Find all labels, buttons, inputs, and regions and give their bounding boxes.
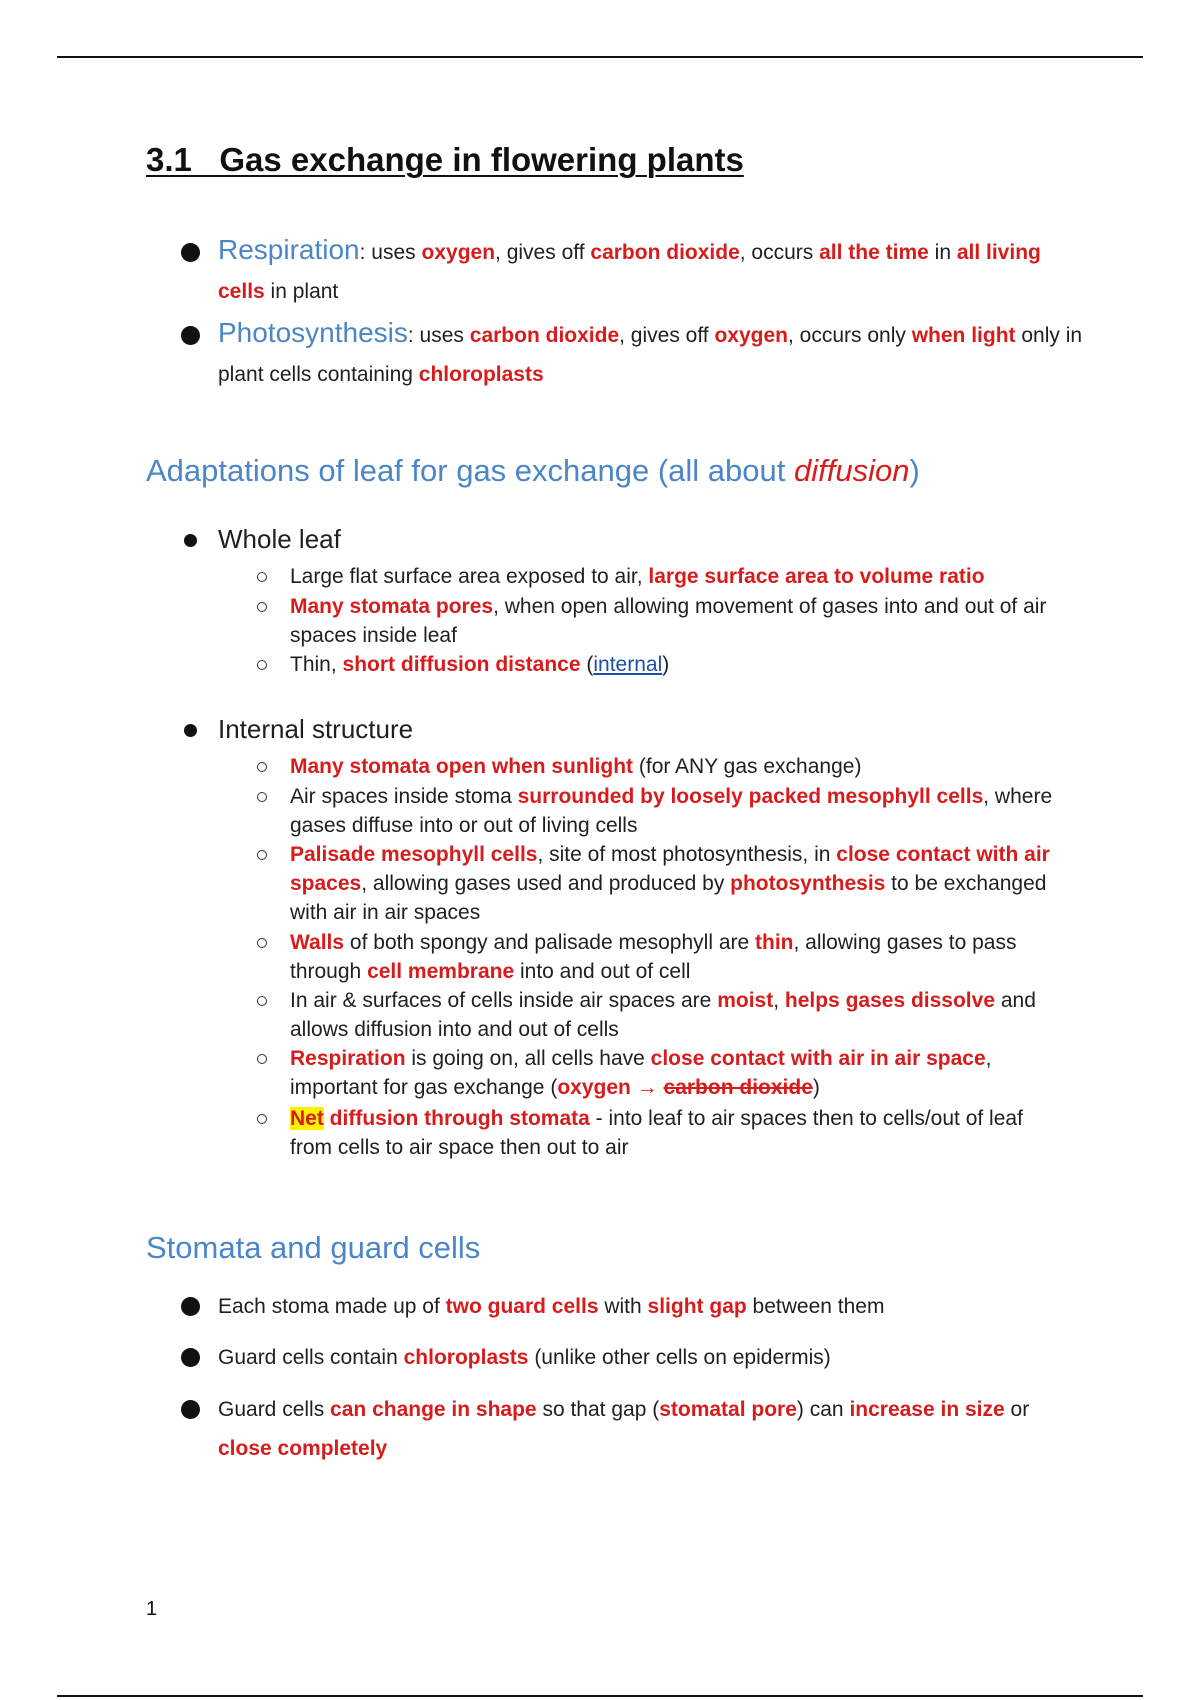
hollow-bullet-icon [257, 792, 267, 802]
footer-rule [57, 1695, 1143, 1697]
stomata-bullet-2: Guard cells contain chloroplasts (unlike other cells on epidermis) [218, 1346, 831, 1369]
bullet-icon [181, 1297, 200, 1316]
internal-item-1: Many stomata open when sunlight (for ANY gas exchange) [290, 755, 862, 778]
internal-item-2: Air spaces inside stoma surrounded by loosely packed mesophyll cells, where gases diffuse into or out of living cells [290, 785, 1053, 837]
bullet-icon [181, 1400, 200, 1419]
whole-leaf-item-1: Large flat surface area exposed to air, large surface area to volume ratio [290, 565, 985, 588]
internal-structure-label: Internal structure [218, 714, 414, 744]
hollow-bullet-icon [257, 762, 267, 772]
photosynthesis-term: Photosynthesis [218, 317, 408, 348]
header-rule [57, 56, 1143, 58]
respiration-bullet: Respiration: uses oxygen, gives off carbon dioxide, occurs all the time in all living cells in plant [218, 234, 1041, 303]
hollow-bullet-icon [257, 1114, 267, 1124]
whole-leaf-item-2: Many stomata pores, when open allowing movement of gases into and out of air spaces inside leaf [290, 595, 1047, 647]
stomata-bullet-3: Guard cells can change in shape so that gap (stomatal pore) can increase in size or close completely [218, 1398, 1030, 1460]
hollow-bullet-icon [257, 850, 267, 860]
stomata-bullet-1: Each stoma made up of two guard cells with slight gap between them [218, 1295, 885, 1318]
hollow-bullet-icon [257, 602, 267, 612]
internal-item-5: In air & surfaces of cells inside air spaces are moist, helps gases dissolve and allows diffusion into and out of cells [290, 989, 1036, 1041]
hollow-bullet-icon [257, 1054, 267, 1064]
adaptations-heading: Adaptations of leaf for gas exchange (all about diffusion) [146, 453, 920, 488]
bullet-icon [181, 326, 200, 345]
page-number: 1 [146, 1598, 158, 1620]
internal-link[interactable]: internal [593, 653, 663, 676]
internal-item-3: Palisade mesophyll cells, site of most photosynthesis, in close contact with air spaces, allowing gases used and produced by photosynthesis to be exchanged with air in air spaces [290, 843, 1050, 924]
bullet-icon [184, 534, 197, 547]
photosynthesis-bullet: Photosynthesis: uses carbon dioxide, gives off oxygen, occurs only when light only in plant cells containing chloroplasts [218, 317, 1083, 386]
internal-item-4: Walls of both spongy and palisade mesophyll are thin, allowing gases to pass through cell membrane into and out of cell [290, 931, 1017, 983]
hollow-bullet-icon [257, 996, 267, 1006]
internal-item-6: Respiration is going on, all cells have close contact with air in air space, important for gas exchange (oxygen → carbon dioxide) [290, 1047, 992, 1099]
stomata-heading: Stomata and guard cells [146, 1230, 481, 1265]
whole-leaf-item-3: Thin, short diffusion distance (internal) [290, 653, 670, 676]
bullet-icon [184, 724, 197, 737]
respiration-term: Respiration [218, 234, 360, 265]
hollow-bullet-icon [257, 660, 267, 670]
whole-leaf-label: Whole leaf [218, 524, 341, 554]
page-title: 3.1 Gas exchange in flowering plants [146, 141, 744, 178]
hollow-bullet-icon [257, 572, 267, 582]
bullet-icon [181, 1348, 200, 1367]
hollow-bullet-icon [257, 938, 267, 948]
internal-item-7: Net diffusion through stomata - into leaf to air spaces then to cells/out of leaf from cells to air space then out to air [290, 1107, 1023, 1159]
bullet-icon [181, 243, 200, 262]
